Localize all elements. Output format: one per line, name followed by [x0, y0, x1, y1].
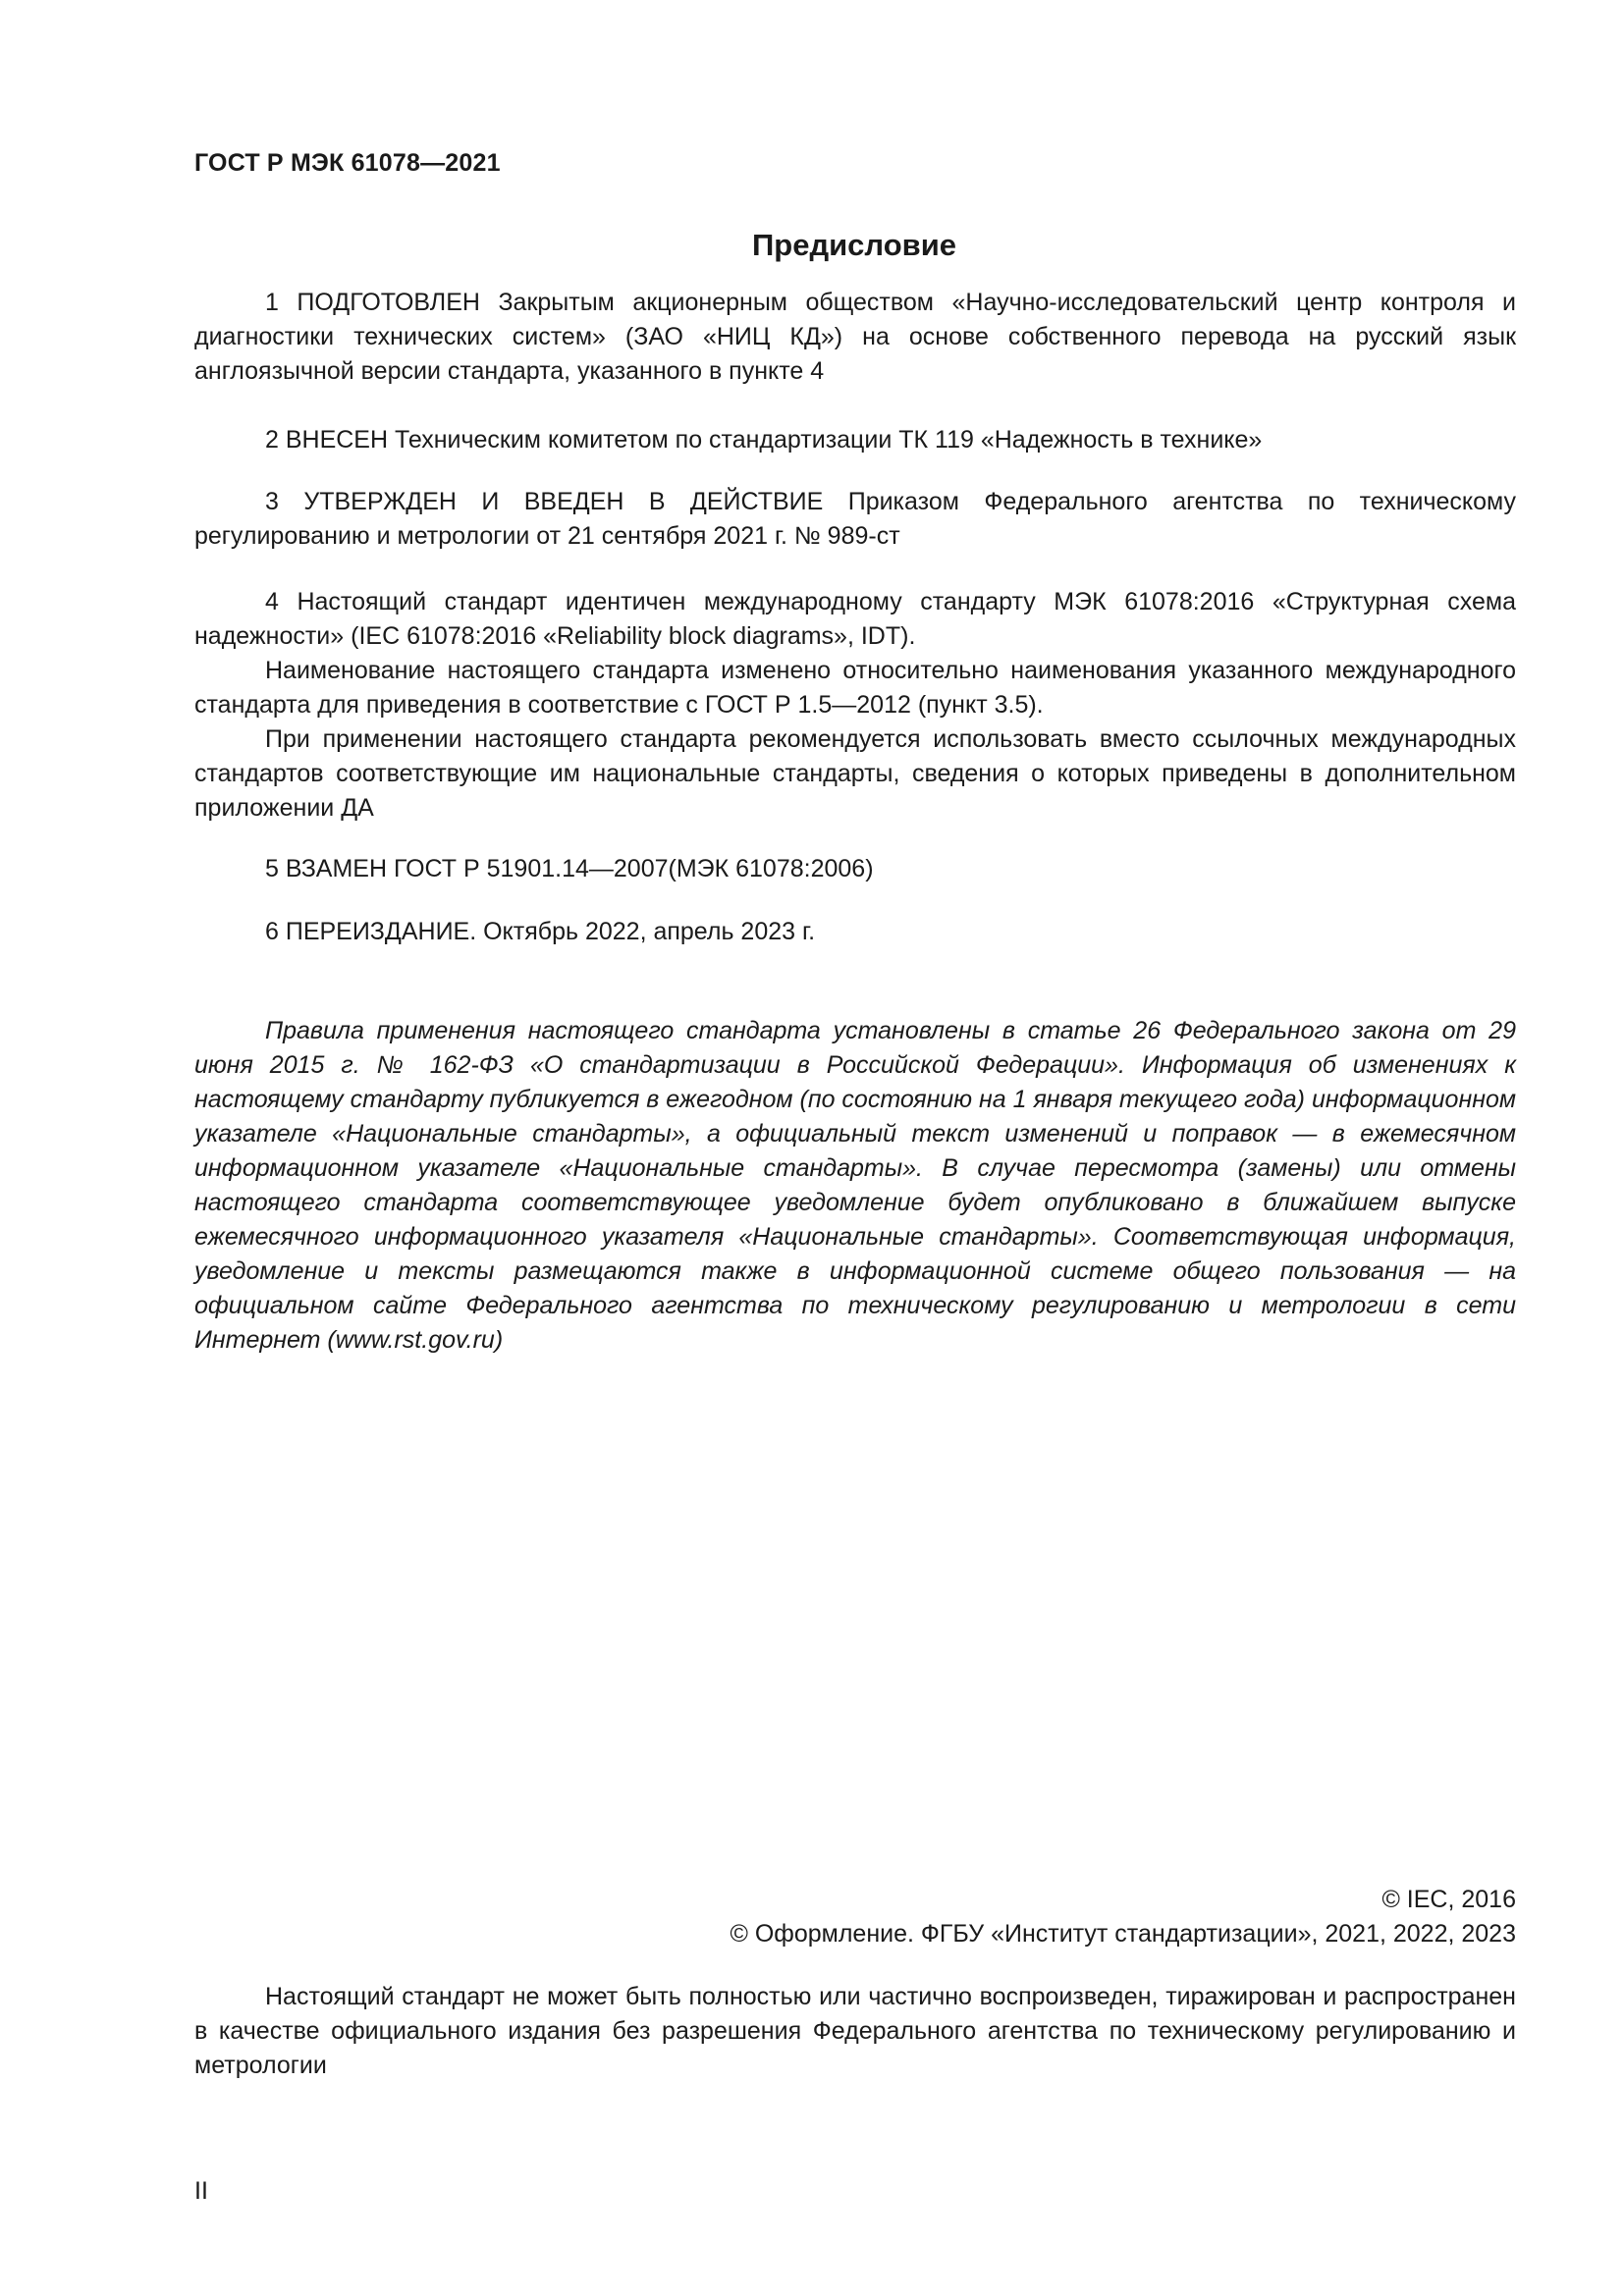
copyright-design: © Оформление. ФГБУ «Институт стандартизации», 2021, 2022, 2023: [730, 1920, 1516, 1948]
foreword-item-4: [194, 585, 1516, 826]
foreword-item-6: [194, 915, 1516, 949]
reproduction-notice: [194, 1980, 1516, 2083]
rules-text: Правила применения настоящего стандарта установлены в статье 26 Федерального закона от 29 июня 2015 г. № 162-ФЗ «О стандартизации в Российской Федерации». Информация об изменениях к настоящему стандарту публикуется в ежегодном (по состоянию на 1 января текущего года) информационном указателе «Национальные стандарты», а официальный текст изменений и поправок — в ежемесячном информационном указателе «Национальные стандарты». В случае пересмотра (замены) или отмены настоящего стандарта соответствующее уведомление будет опубликовано в ближайшем выпуске ежемесячного информационного указателя «Национальные стандарты». Соответствующая информация, уведомление и тексты размещаются также в информационной системе общего пользования — на официальном сайте Федерального агентства по техническому регулированию и метрологии в сети Интернет (www.rst.gov.ru): [194, 1017, 1517, 1354]
copyright-iec: © IEC, 2016: [1381, 1886, 1516, 1913]
page-title: Предисловие: [751, 228, 956, 262]
item-5-text: 5 ВЗАМЕН ГОСТ Р 51901.14—2007(МЭК 61078:2006): [265, 855, 874, 882]
foreword-item-3: [194, 485, 1516, 554]
copyright-block: [730, 1883, 1516, 1951]
item-4-paragraph-3: При применении настоящего стандарта рекомендуется использовать вместо ссылочных международных стандартов соответствующие им национальные стандарты, сведения о которых приведены в дополнительном приложении ДА: [194, 725, 1516, 822]
item-6-text: 6 ПЕРЕИЗДАНИЕ. Октябрь 2022, апрель 2023 г.: [265, 918, 816, 945]
page-number: II: [194, 2177, 208, 2205]
item-4-paragraph-2: Наименование настоящего стандарта изменено относительно наименования указанного международного стандарта для приведения в соответствие с ГОСТ Р 1.5—2012 (пункт 3.5).: [194, 657, 1516, 719]
item-2-text: 2 ВНЕСЕН Техническим комитетом по стандартизации ТК 119 «Надежность в технике»: [265, 426, 1263, 454]
item-4-paragraph-1: 4 Настоящий стандарт идентичен международному стандарту МЭК 61078:2016 «Структурная схема надежности» (IEC 61078:2016 «Reliability block diagrams», IDT).: [194, 588, 1516, 650]
item-3-text: 3 УТВЕРЖДЕН И ВВЕДЕН В ДЕЙСТВИЕ Приказом Федерального агентства по техническому регулированию и метрологии от 21 сентября 2021 г. № 989-ст: [194, 488, 1516, 550]
standard-application-rules: [194, 1014, 1516, 1358]
standard-code-header: ГОСТ Р МЭК 61078—2021: [194, 149, 501, 177]
item-1-text: 1 ПОДГОТОВЛЕН Закрытым акционерным обществом «Научно-исследовательский центр контроля и диагностики технических систем» (ЗАО «НИЦ КД») на основе собственного перевода на русский язык англоязычной версии стандарта, указанного в пункте 4: [194, 289, 1516, 385]
foreword-item-1: [194, 286, 1516, 389]
foreword-item-2: [194, 423, 1516, 457]
foreword-item-5: [194, 852, 1516, 886]
notice-text: Настоящий стандарт не может быть полностью или частично воспроизведен, тиражирован и распространен в качестве официального издания без разрешения Федерального агентства по техническому регулированию и метрологии: [194, 1983, 1516, 2079]
